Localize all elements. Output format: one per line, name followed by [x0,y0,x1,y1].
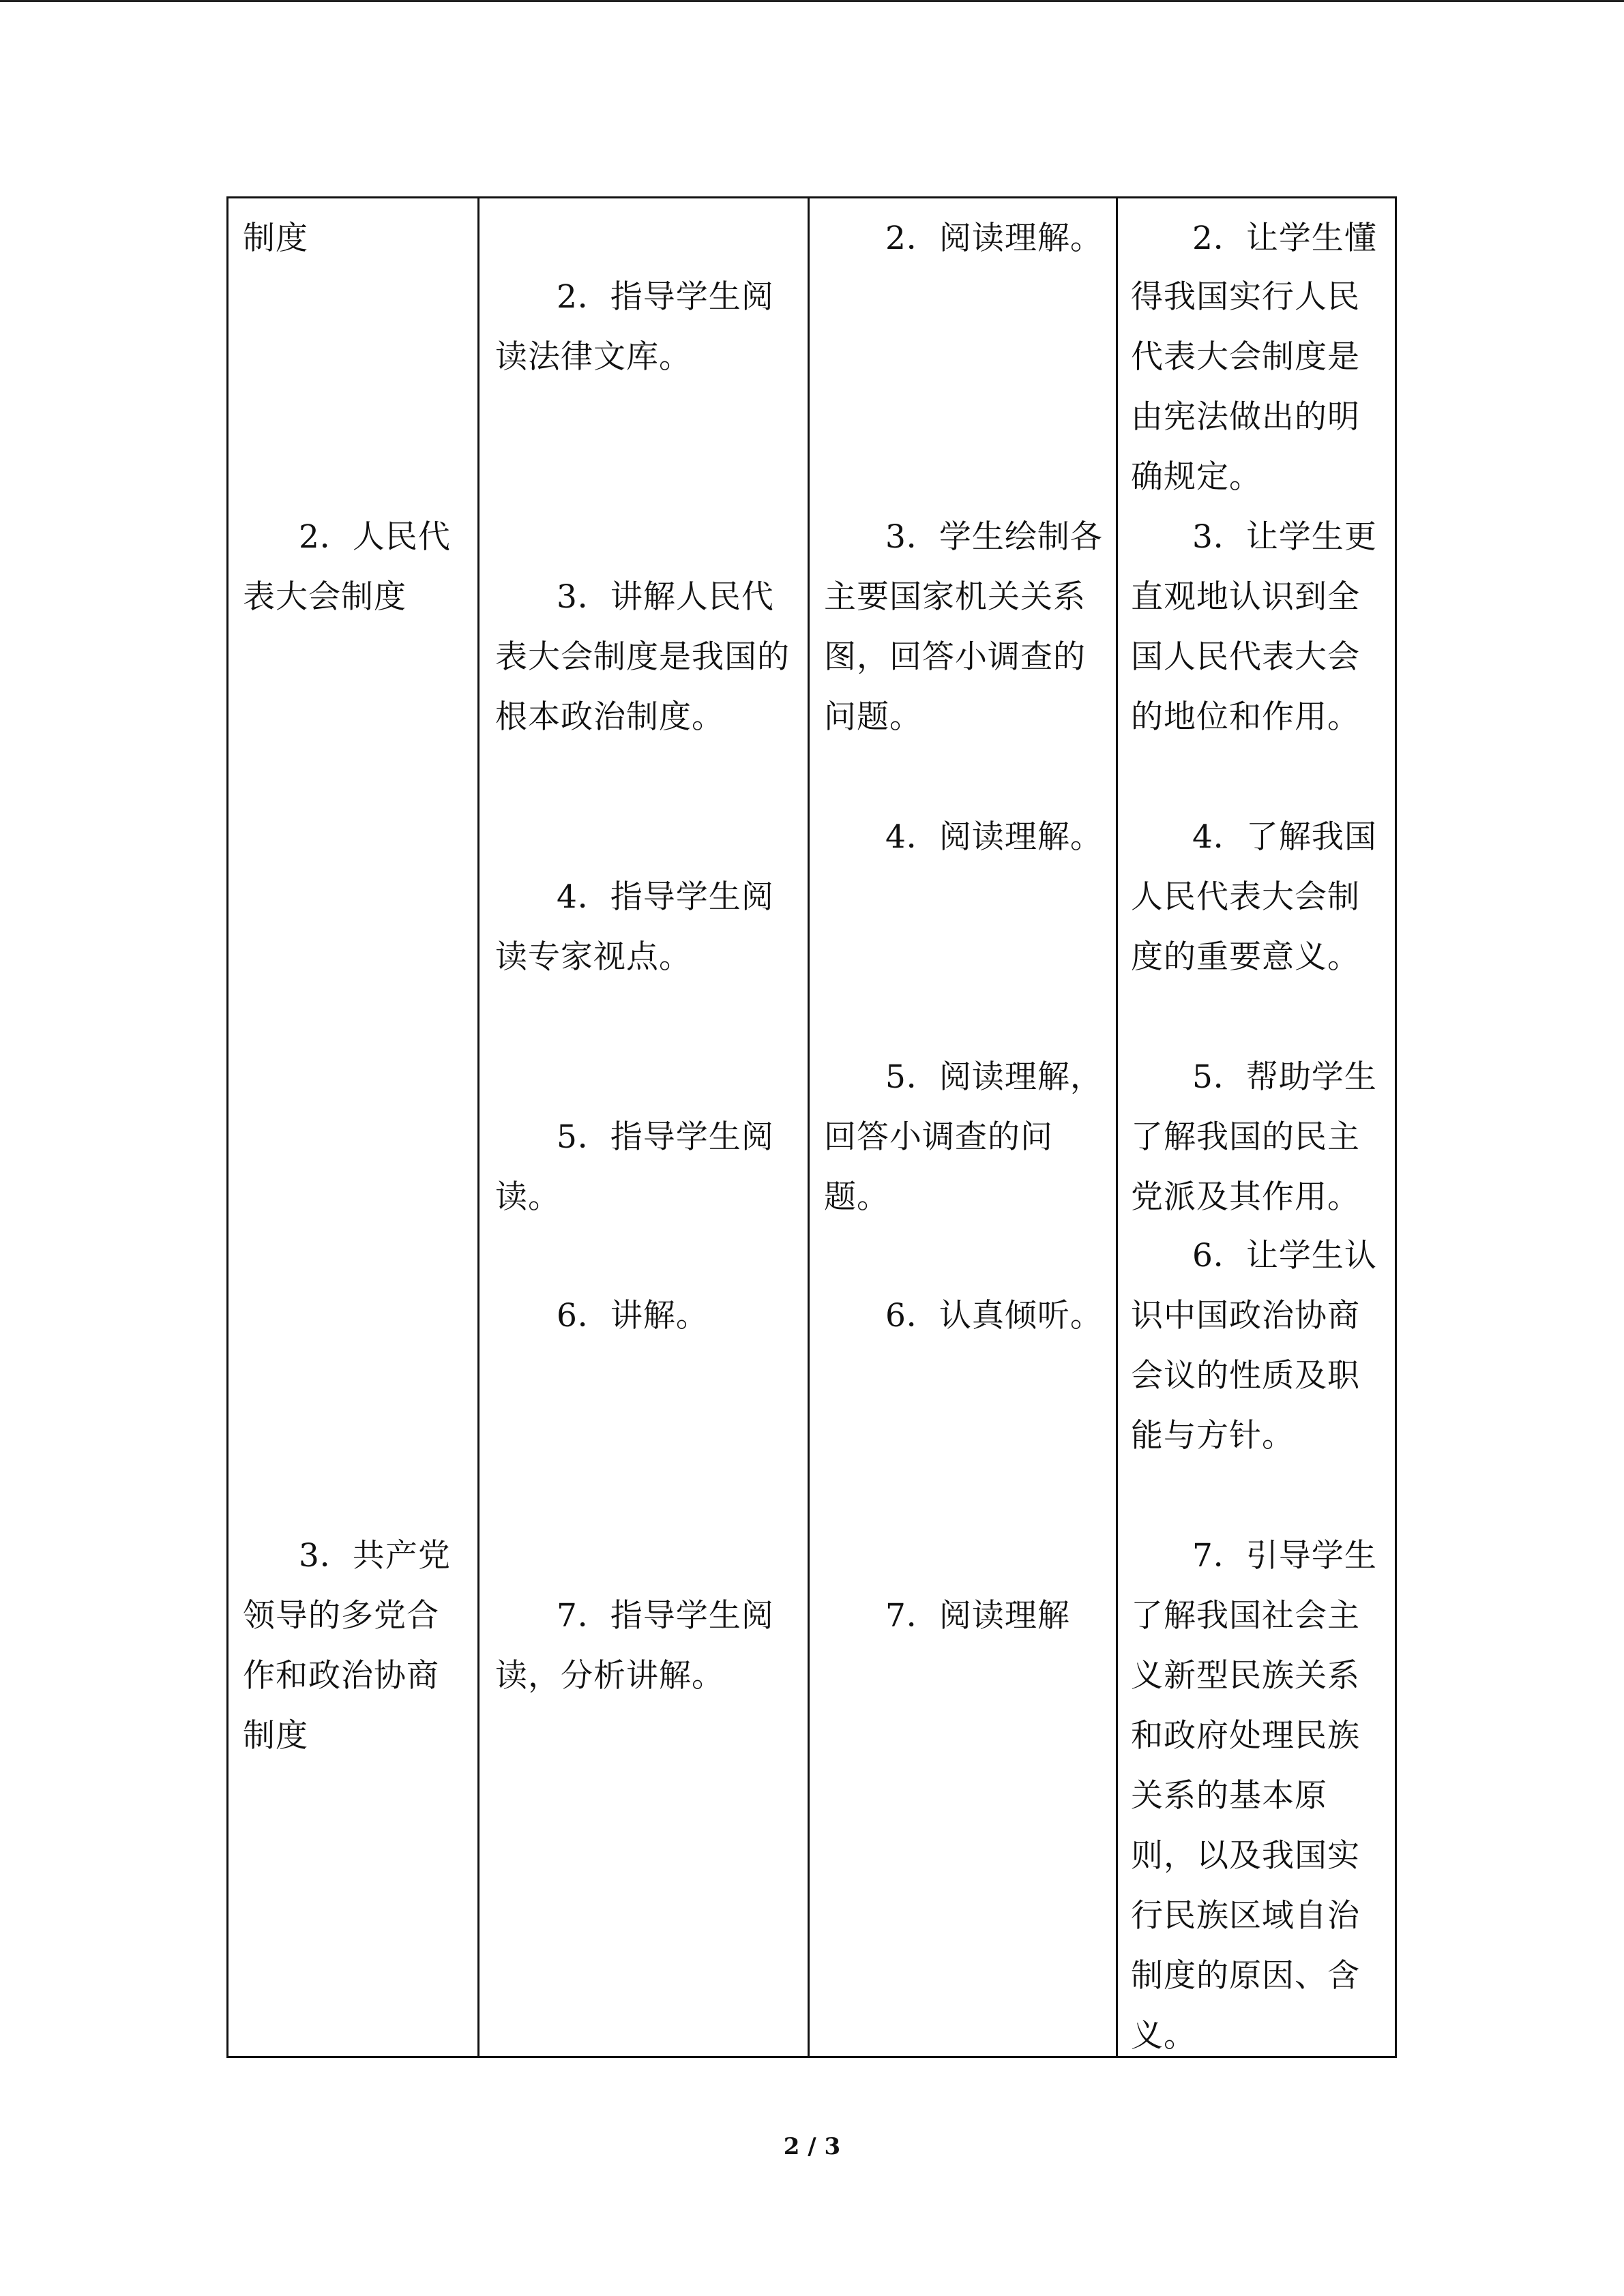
content-line: 制度 [243,220,308,257]
design-intent-line: 得我国实行人民 [1131,278,1360,316]
student-activity-line: 题。 [824,1178,889,1216]
design-intent-line: 度的重要意义。 [1131,938,1360,976]
design-intent-line: 4．了解我国 [1192,818,1377,856]
design-intent-line: 5．帮助学生 [1192,1058,1377,1096]
student-activity-line: 3．学生绘制各 [885,518,1103,556]
student-activity-line: 6．认真倾听。 [885,1297,1103,1335]
design-intent-line: 国人民代表大会 [1131,638,1360,676]
column-divider [808,198,810,2056]
page-number: 2 / 3 [783,2133,841,2160]
design-intent-line: 直观地认识到全 [1131,578,1360,616]
teacher-activity-line: 表大会制度是我国的 [495,638,790,676]
lesson-plan-table [226,196,1397,2058]
content-line: 作和政治协商 [243,1657,439,1695]
content-line: 制度 [243,1717,308,1755]
design-intent-line: 3．让学生更 [1192,518,1377,556]
top-border-rule [0,0,1624,2]
teacher-activity-line: 4．指导学生阅 [557,878,774,916]
design-intent-line: 代表大会制度是 [1131,338,1360,376]
teacher-activity-line: 读法律文库。 [495,338,692,376]
design-intent-line: 会议的性质及职 [1131,1357,1360,1395]
design-intent-line: 7．引导学生 [1192,1537,1377,1575]
design-intent-line: 了解我国社会主 [1131,1597,1360,1635]
design-intent-line: 义。 [1131,2017,1196,2055]
content-line: 领导的多党合 [243,1597,439,1635]
column-divider [1116,198,1118,2056]
design-intent-line: 义新型民族关系 [1131,1657,1360,1695]
teacher-activity-line: 2．指导学生阅 [557,278,774,316]
column-divider [477,198,479,2056]
design-intent-line: 6．让学生认 [1192,1237,1377,1274]
student-activity-line: 问题。 [824,698,922,736]
design-intent-line: 人民代表大会制 [1131,878,1360,916]
teacher-activity-line: 7．指导学生阅 [557,1597,774,1635]
teacher-activity-line: 读专家视点。 [495,938,692,976]
content-line: 3．共产党 [299,1537,451,1575]
student-activity-line: 2．阅读理解。 [885,220,1103,257]
design-intent-line: 制度的原因、含 [1131,1957,1360,1995]
teacher-activity-line: 6．讲解。 [557,1297,709,1335]
teacher-activity-line: 5．指导学生阅 [557,1118,774,1156]
teacher-activity-line: 根本政治制度。 [495,698,724,736]
design-intent-line: 行民族区域自治 [1131,1897,1360,1935]
design-intent-line: 则，以及我国实 [1131,1837,1360,1875]
design-intent-line: 和政府处理民族 [1131,1717,1360,1755]
student-activity-line: 回答小调查的问 [824,1118,1053,1156]
student-activity-line: 7．阅读理解 [885,1597,1070,1635]
design-intent-line: 确规定。 [1131,458,1262,496]
design-intent-line: 识中国政治协商 [1131,1297,1360,1335]
teacher-activity-line: 3．讲解人民代 [557,578,774,616]
design-intent-line: 的地位和作用。 [1131,698,1360,736]
student-activity-line: 5．阅读理解， [885,1058,1103,1096]
content-line: 表大会制度 [243,578,407,616]
content-line: 2．人民代 [299,518,451,556]
teacher-activity-line: 读。 [495,1178,561,1216]
student-activity-line: 主要国家机关关系 [824,578,1086,616]
design-intent-line: 能与方针。 [1131,1417,1295,1455]
design-intent-line: 党派及其作用。 [1131,1178,1360,1216]
design-intent-line: 关系的基本原 [1131,1777,1327,1815]
student-activity-line: 图，回答小调查的 [824,638,1086,676]
design-intent-line: 由宪法做出的明 [1131,398,1360,436]
design-intent-line: 了解我国的民主 [1131,1118,1360,1156]
student-activity-line: 4．阅读理解。 [885,818,1103,856]
design-intent-line: 2．让学生懂 [1192,220,1377,257]
teacher-activity-line: 读，分析讲解。 [495,1657,724,1695]
